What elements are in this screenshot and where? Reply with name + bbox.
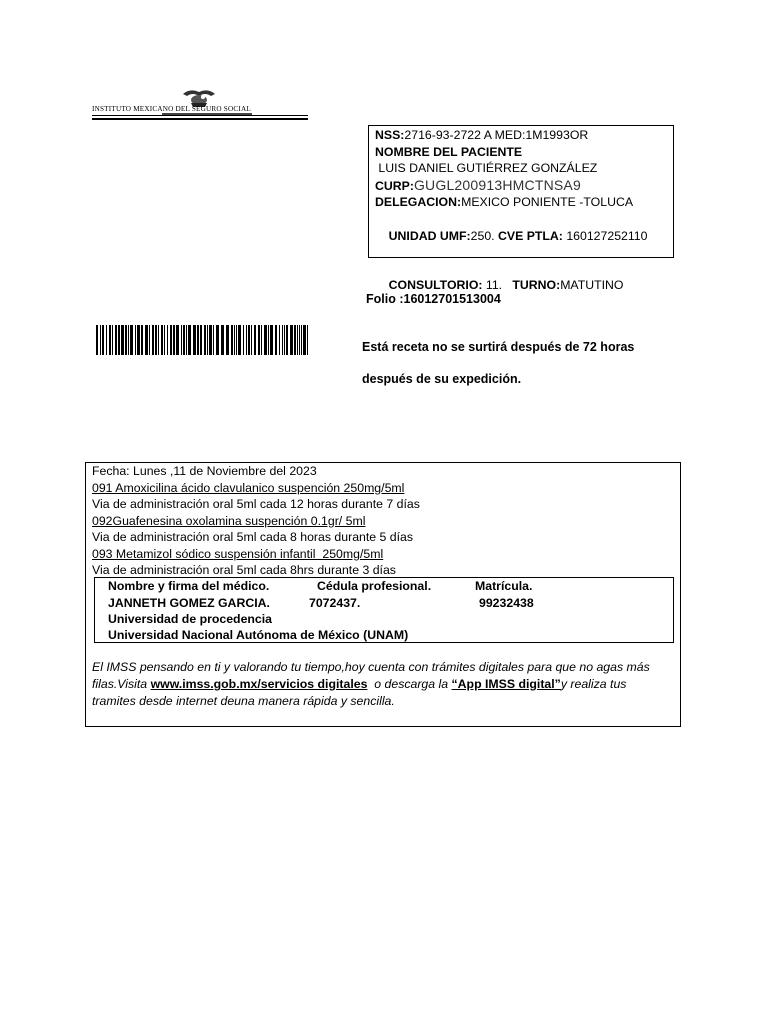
unidad-label: UNIDAD UMF: xyxy=(388,228,471,243)
barcode-bar xyxy=(275,325,277,355)
nss-line xyxy=(375,127,667,144)
patient-name-line xyxy=(375,160,667,177)
barcode-bar xyxy=(115,325,117,355)
doctor-name-header: Nombre y firma del médico. xyxy=(108,579,270,593)
imss-app-link[interactable]: “App IMSS digital” xyxy=(451,677,561,691)
consultorio-label: CONSULTORIO: xyxy=(388,278,483,293)
barcode-bar xyxy=(100,325,101,355)
turno-label: TURNO: xyxy=(512,278,561,293)
barcode-bar xyxy=(299,325,300,355)
imss-digital-notice xyxy=(92,659,672,710)
barcode-bar xyxy=(221,325,224,355)
patient-name-label-line xyxy=(375,144,667,161)
instructions-line: Via de administración oral 5ml cada 8 horas durante 5 días xyxy=(92,530,414,544)
delegacion-label: DELEGACION: xyxy=(375,195,462,210)
barcode-bar xyxy=(176,325,179,355)
barcode-bar xyxy=(121,325,124,355)
matricula-header: Matrícula. xyxy=(475,579,533,593)
validity-notice-line1: Está receta no se surtirá después de 72 horas xyxy=(362,340,635,354)
notice-text: o descarga la xyxy=(367,677,452,691)
barcode-bar xyxy=(204,325,206,355)
barcode-bar xyxy=(109,325,111,355)
barcode-bar xyxy=(254,325,256,355)
barcode-bar xyxy=(216,325,219,355)
barcode-bar xyxy=(236,325,237,355)
doctor-name: JANNETH GOMEZ GARCIA. xyxy=(108,596,270,610)
barcode-bar xyxy=(207,325,208,355)
instructions-line: Via de administración oral 5ml cada 12 horas durante 7 días xyxy=(92,497,420,511)
prescription-date: Fecha: Lunes ,11 de Noviembre del 2023 xyxy=(92,464,317,478)
barcode-bar xyxy=(303,325,306,355)
institution-name: INSTITUTO MEXICANO DEL SEGURO SOCIAL xyxy=(92,105,251,113)
barcode-bar xyxy=(173,325,175,355)
barcode-bar xyxy=(149,325,150,355)
curp-line xyxy=(375,177,667,195)
barcode-bar xyxy=(268,325,269,355)
barcode-bar xyxy=(188,325,191,355)
patient-name-label: NOMBRE DEL PACIENTE xyxy=(375,144,523,159)
barcode-bar xyxy=(226,325,229,355)
barcode-bar xyxy=(183,325,185,355)
prescription-lines xyxy=(92,463,420,579)
curp-label: CURP: xyxy=(375,178,414,193)
consultorio-value: 11. xyxy=(482,278,513,293)
barcode-bar xyxy=(96,325,98,355)
patient-name: LUIS DANIEL GUTIÉRREZ GONZÁLEZ xyxy=(375,161,598,176)
doctor-info-box xyxy=(94,577,674,643)
barcode-bar xyxy=(258,325,260,355)
patient-info-box xyxy=(368,125,674,293)
barcode-bar xyxy=(261,325,262,355)
barcode-bar xyxy=(248,325,250,355)
barcode-bar xyxy=(301,325,302,355)
barcode-bar xyxy=(145,325,148,355)
barcode-bar xyxy=(213,325,214,355)
barcode-bar xyxy=(297,325,298,355)
instructions-line: Via de administración oral 5ml cada 8hrs durante 3 días xyxy=(92,563,396,577)
logo-rule-thick xyxy=(92,118,308,120)
cve-ptla-label: CVE PTLA: xyxy=(498,228,563,243)
barcode-bar xyxy=(286,325,288,355)
barcode-bar xyxy=(307,325,308,355)
barcode-bar xyxy=(128,325,129,355)
barcode-bar xyxy=(243,325,244,355)
barcode-bar xyxy=(186,325,187,355)
barcode-bar xyxy=(193,325,196,355)
barcode-bar xyxy=(170,325,172,355)
barcode-bar xyxy=(264,325,267,355)
barcode-bar xyxy=(270,325,273,355)
notice-text: y realiza tus tramites desde internet deuna manera rápida y sencilla. xyxy=(92,677,627,708)
delegacion-line xyxy=(375,194,667,211)
barcode-bar xyxy=(135,325,136,355)
cve-ptla-value: 160127252110 xyxy=(562,228,648,243)
matricula-value: 99232438 xyxy=(479,596,534,610)
barcode-bar xyxy=(112,325,113,355)
cedula-value: 7072437. xyxy=(309,596,361,610)
drug-line: 092Guafenesina oxolamina suspención 0.1gr/ 5ml xyxy=(92,513,366,528)
folio-number: Folio :16012701513004 xyxy=(366,292,501,306)
barcode-bar xyxy=(200,325,202,355)
barcode-bar xyxy=(181,325,182,355)
barcode-bar xyxy=(130,325,133,355)
barcode-bar xyxy=(234,325,235,355)
logo-rule xyxy=(92,115,308,116)
curp-value: GUGL200913HMCTNSA9 xyxy=(413,176,581,193)
nss-label: NSS: xyxy=(375,128,405,142)
barcode-bar xyxy=(167,325,168,355)
barcode-bar xyxy=(125,325,127,355)
barcode-bar xyxy=(161,325,163,355)
barcode-bar xyxy=(158,325,159,355)
prescription-box xyxy=(85,462,681,727)
barcode-bar xyxy=(197,325,199,355)
barcode-bar xyxy=(155,325,157,355)
imss-services-link[interactable]: www.imss.gob.mx/servicios digitales xyxy=(150,677,368,691)
barcode-bar xyxy=(164,325,165,355)
validity-notice-line2: después de su expedición. xyxy=(362,372,522,386)
unidad-line xyxy=(375,211,667,261)
barcode-icon xyxy=(96,325,310,355)
barcode-bar xyxy=(102,325,104,355)
nss-value: 2716-93-2722 A MED:1M1993OR xyxy=(404,128,589,142)
unidad-value: 250. xyxy=(470,228,498,243)
barcode-bar xyxy=(294,325,296,355)
barcode-bar xyxy=(106,325,107,355)
notice-text: El IMSS pensando en ti y valorando tu tiempo,hoy cuenta con trámites digitales para que no agas más filas.Visita xyxy=(92,660,650,691)
imss-logo xyxy=(92,88,308,122)
barcode-bar xyxy=(284,325,285,355)
turno-value: MATUTINO xyxy=(560,278,624,293)
barcode-bar xyxy=(282,325,283,355)
barcode-bar xyxy=(238,325,241,355)
barcode-bar xyxy=(209,325,212,355)
cedula-header: Cédula profesional. xyxy=(317,579,432,593)
barcode-bar xyxy=(251,325,252,355)
barcode-bar xyxy=(290,325,293,355)
drug-line: 093 Metamizol sódico suspensión infantil 250mg/5ml xyxy=(92,546,384,561)
barcode-bar xyxy=(246,325,247,355)
university-name: Universidad Nacional Autónoma de México (UNAM) xyxy=(108,628,409,642)
university-label: Universidad de procedencia xyxy=(108,612,273,626)
drug-line: 091 Amoxicilina ácido clavulanico suspención 250mg/5ml xyxy=(92,480,405,495)
barcode-bar xyxy=(141,325,143,355)
barcode-bar xyxy=(137,325,140,355)
barcode-bar xyxy=(118,325,120,355)
barcode-bar xyxy=(152,325,154,355)
barcode-bar xyxy=(231,325,233,355)
delegacion-value: MEXICO PONIENTE -TOLUCA xyxy=(461,195,634,210)
barcode-bar xyxy=(279,325,280,355)
